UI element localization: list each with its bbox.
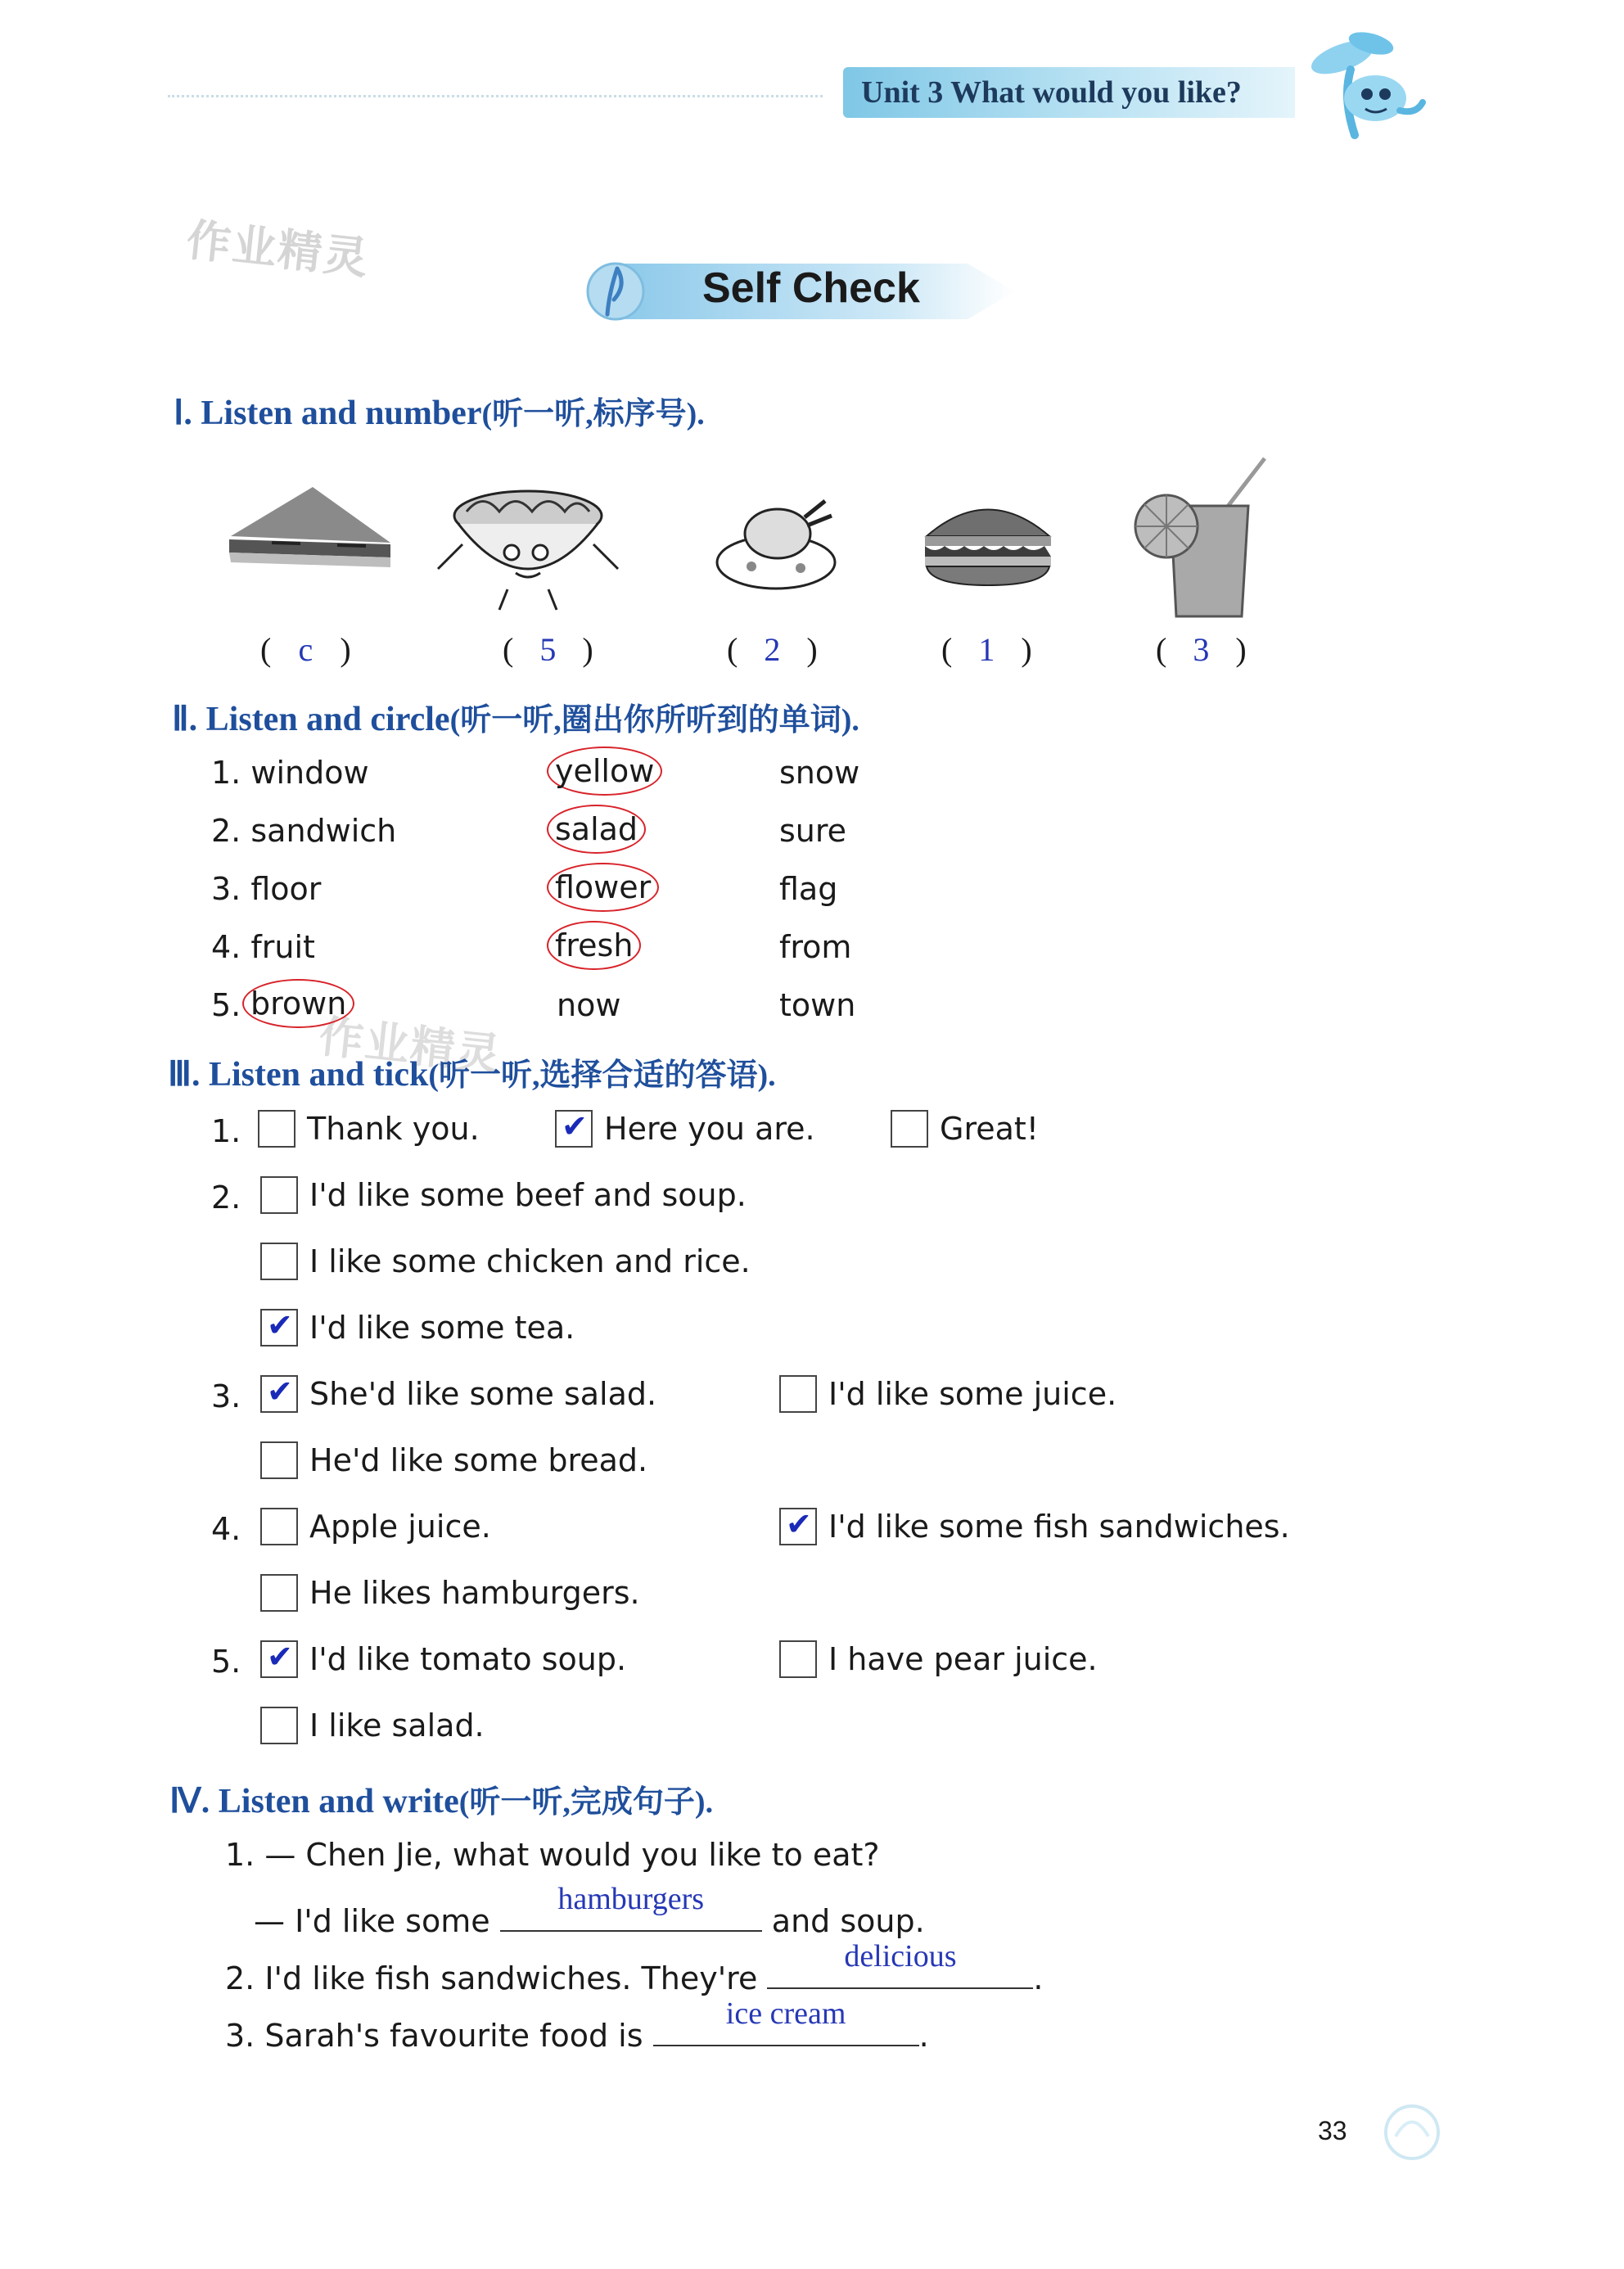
answer-value: 2 xyxy=(764,631,781,668)
page-decoration-icon xyxy=(1379,2100,1445,2165)
circled-word: salad xyxy=(547,805,646,854)
circled-word: yellow xyxy=(547,747,662,796)
tick-option: I like some chicken and rice. xyxy=(260,1243,751,1280)
tick-option: I'd like some beef and soup. xyxy=(260,1176,747,1214)
noodles-picture xyxy=(434,479,622,618)
section-1-title-cn: (听一听,标序号). xyxy=(481,397,705,431)
tick-option: ✔ I'd like tomato soup. xyxy=(260,1640,626,1678)
answer-chicken: ( 2 ) xyxy=(727,631,818,668)
tick-option: He'd like some bread. xyxy=(260,1441,647,1479)
answer-value: 3 xyxy=(1193,631,1210,668)
section-4-heading xyxy=(169,1776,713,1821)
word-option: town xyxy=(779,987,856,1023)
tick-option: I have pear juice. xyxy=(779,1640,1098,1678)
circle-row-2: 2. sandwich xyxy=(211,813,397,849)
checkbox[interactable] xyxy=(779,1375,817,1413)
tick-option: ✔ I'd like some tea. xyxy=(260,1309,575,1347)
write-q3: 3. Sarah's favourite food is ice cream . xyxy=(225,1996,929,2054)
circled-word: fresh xyxy=(547,921,641,970)
answer-noodles: ( 5 ) xyxy=(503,631,593,668)
section-3-heading xyxy=(168,1049,776,1094)
word-option: flag xyxy=(779,871,838,907)
header-dotted-line xyxy=(168,95,823,97)
section-2-title-cn: (听一听,圈出你所听到的单词). xyxy=(449,703,859,738)
tick-icon: ✔ xyxy=(786,1506,812,1542)
tick-option: ✔ Here you are. xyxy=(555,1110,815,1148)
section-3-title: Ⅲ. Listen and tick xyxy=(168,1056,429,1094)
checkbox-checked[interactable] xyxy=(260,1640,298,1678)
hamburger-picture xyxy=(918,491,1058,589)
tick-icon: ✔ xyxy=(267,1307,293,1343)
answer-blank[interactable]: ice cream xyxy=(653,2009,919,2046)
circle-row-5-number: 5. xyxy=(211,987,241,1023)
tick-option: ✔ I'd like some fish sandwiches. xyxy=(779,1508,1290,1545)
word-option: sure xyxy=(779,813,847,849)
answer-juice: ( 3 ) xyxy=(1156,631,1247,668)
section-4-title: Ⅳ. Listen and write xyxy=(169,1783,459,1820)
tick-q4-number: 4. xyxy=(211,1511,241,1547)
checkbox-checked[interactable] xyxy=(260,1375,298,1413)
sandwich-picture xyxy=(223,479,395,585)
checkbox[interactable] xyxy=(260,1441,298,1479)
checkbox-checked[interactable] xyxy=(260,1309,298,1347)
checkbox-checked[interactable] xyxy=(555,1110,593,1148)
checkbox[interactable] xyxy=(891,1110,928,1148)
circled-word: brown xyxy=(242,979,354,1028)
tick-option: ✔ She'd like some salad. xyxy=(260,1375,656,1413)
answer-blank[interactable]: hamburgers xyxy=(500,1894,762,1932)
tick-option: He likes hamburgers. xyxy=(260,1574,640,1612)
watermark: 作业精灵 xyxy=(183,214,372,285)
tick-option: Apple juice. xyxy=(260,1508,491,1545)
juice-picture xyxy=(1134,457,1273,620)
tick-q3-number: 3. xyxy=(211,1378,241,1414)
tick-q2-number: 2. xyxy=(211,1180,241,1216)
tick-icon: ✔ xyxy=(267,1639,293,1675)
tick-option: Great! xyxy=(891,1110,1039,1148)
answer-hamburger: ( 1 ) xyxy=(941,631,1032,668)
section-4-title-cn: (听一听,完成句子). xyxy=(458,1785,714,1820)
answer-sandwich: ( c ) xyxy=(260,631,351,668)
tick-icon: ✔ xyxy=(267,1374,293,1410)
checkbox[interactable] xyxy=(260,1574,298,1612)
tick-option: I like salad. xyxy=(260,1707,485,1744)
section-1-title: Ⅰ. Listen and number xyxy=(174,395,482,432)
tick-icon: ✔ xyxy=(562,1108,588,1144)
answer-value: 1 xyxy=(978,631,995,668)
write-q1-answer-line: — I'd like some hamburgers and soup. xyxy=(254,1882,925,1939)
checkbox[interactable] xyxy=(258,1110,295,1148)
word-option: now xyxy=(557,987,621,1023)
answer-value: 5 xyxy=(539,631,557,668)
checkbox[interactable] xyxy=(260,1243,298,1280)
circle-row-3: 3. floor xyxy=(211,871,322,907)
tick-option: Thank you. xyxy=(258,1110,480,1148)
write-q2: 2. I'd like fish sandwiches. They're delicious . xyxy=(225,1939,1044,1996)
word-option: from xyxy=(779,929,852,965)
circle-row-1: 1. window xyxy=(211,755,369,791)
checkbox[interactable] xyxy=(779,1640,817,1678)
tick-q1-number: 1. xyxy=(211,1113,241,1149)
chicken-picture xyxy=(710,485,841,599)
section-2-title: Ⅱ. Listen and circle xyxy=(172,701,450,738)
word-option: snow xyxy=(779,755,860,791)
checkbox[interactable] xyxy=(260,1508,298,1545)
section-3-title-cn: (听一听,选择合适的答语). xyxy=(428,1058,776,1093)
unit-title: Unit 3 What would you like? xyxy=(843,67,1295,118)
section-1-heading xyxy=(174,388,705,433)
write-q1-question: 1. — Chen Jie, what would you like to eat? xyxy=(225,1837,880,1873)
page-number: 33 xyxy=(1318,2116,1347,2145)
self-check-title: Self Check xyxy=(702,264,920,312)
checkbox[interactable] xyxy=(260,1176,298,1214)
circled-word: flower xyxy=(547,863,659,912)
checkbox[interactable] xyxy=(260,1707,298,1744)
mascot-icon xyxy=(1285,20,1428,151)
answer-value: c xyxy=(298,631,314,668)
answer-blank[interactable]: delicious xyxy=(767,1951,1033,1989)
checkbox-checked[interactable] xyxy=(779,1508,817,1545)
circle-row-4: 4. fruit xyxy=(211,929,315,965)
watermark: 作业精灵 xyxy=(316,1010,505,1081)
section-2-heading xyxy=(172,694,859,739)
tick-q5-number: 5. xyxy=(211,1644,241,1680)
tick-option: I'd like some juice. xyxy=(779,1375,1116,1413)
